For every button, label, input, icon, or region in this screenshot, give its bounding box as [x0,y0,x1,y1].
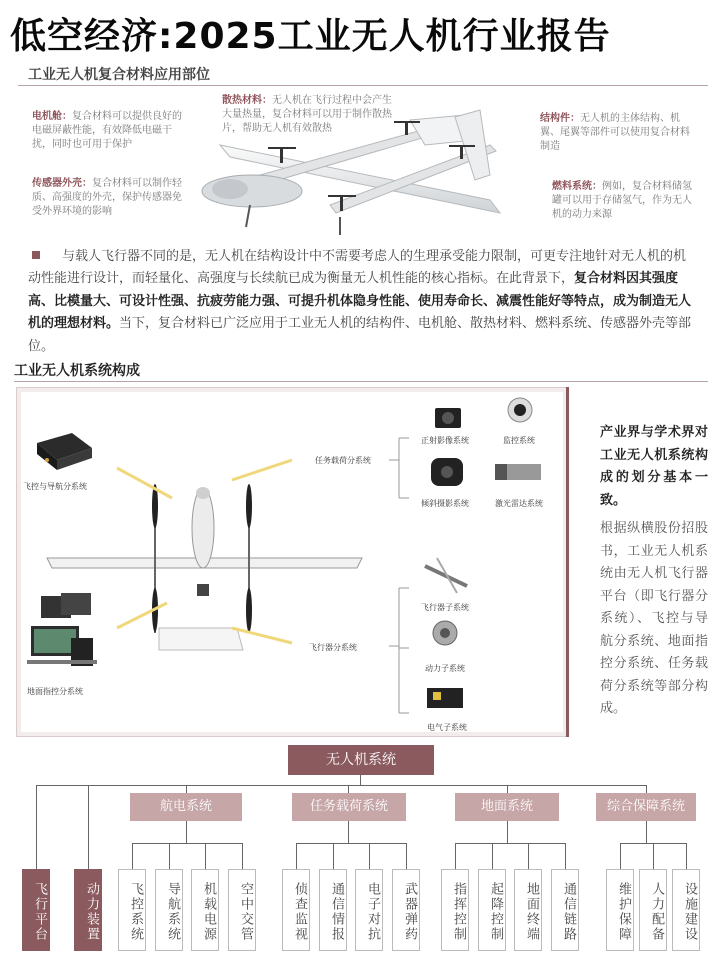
side-body: 根据纵横股份招股书，工业无人机系统由无人机飞行器平台（即飞行器分系统）、飞控与导航分系统、地面指控分系统、任务载荷分系统等部分构成。 [600,521,708,716]
annotation-key: 燃料系统： [552,181,602,192]
label-aircraft: 飞行器分系统 [309,643,357,652]
tree-line [507,821,508,843]
monitor-camera-icon [508,398,532,422]
diagram-artwork [17,388,569,738]
tree-line [348,821,349,843]
title-bar [0,0,720,56]
page-title: 低空经济:2025工业无人机行业报告 [10,16,611,57]
tree-line [132,843,242,844]
leaf: 武器弹药 [392,869,420,951]
annotation-key: 电机舱： [32,111,72,122]
leaf: 机载电源 [191,869,219,951]
tree-root: 无人机系统 [288,745,434,775]
central-drone-icon [47,484,362,650]
intro-paragraph [28,246,698,358]
section1-divider [18,85,708,86]
label-electric: 电气子系统 [427,723,467,732]
tree-line [36,785,37,869]
tree-line [88,785,89,869]
section2-divider [14,381,708,382]
annotation-text: 无人机在飞行过程中会产生大量热量，复合材料可以用于制作散热片，帮助无人机有效散热 [222,95,392,134]
label-ground: 地面指控分系统 [27,687,83,696]
annotation-text: 复合材料可以提供良好的电磁屏蔽性能，有效降低电磁干扰，同时也可用于保护 [32,111,182,150]
label-payload: 任务载荷分系统 [315,456,371,465]
airframe-icon [425,558,467,593]
label-power: 动力子系统 [425,664,465,673]
system-composition-diagram [16,387,568,737]
system-tree [0,745,720,960]
annotation-sensor [32,177,182,219]
tree-line [186,821,187,843]
side-commentary [600,422,708,721]
annotation-key: 传感器外壳： [32,178,92,189]
leaf: 空中交管 [228,869,256,951]
label-airframe: 飞行器子系统 [421,603,469,612]
annotation-structure [540,112,690,154]
annotation-key: 散热材料： [222,95,272,106]
label-monitor: 监控系统 [503,436,535,445]
paragraph-text: 当下，复合材料已广泛应用于工业无人机的结构件、电机舱、散热材料、燃料系统、传感器外壳等部位。 [28,316,692,354]
annotation-text: 复合材料可以制作轻质、高强度的外壳，保护传感器免受外界环境的影响 [32,178,182,217]
leaf: 飞控系统 [118,869,146,951]
ortho-camera-icon [435,408,461,428]
leaf-power-unit: 动力装置 [74,869,102,951]
annotation-fuel [552,180,692,222]
side-lead: 产业界与学术界对工业无人机系统构成的划分基本一致。 [600,425,708,508]
leaf: 起降控制 [478,869,506,951]
tree-line [186,785,187,793]
electrical-icon [427,688,463,708]
drone-illustration [190,105,510,240]
leaf: 地面终端 [514,869,542,951]
leaf: 导航系统 [155,869,183,951]
section2-heading: 工业无人机系统构成 [14,363,140,379]
tree-line [348,785,349,793]
motor-icon [433,621,457,645]
tree-line [36,785,646,786]
label-ortho: 正射影像系统 [421,436,469,445]
tree-line [646,821,647,843]
paragraph-bold: 复合材料因其强度高、比模量大、可设计性强、抗疲劳能力强、可提升机体隐身性能、使用寿命长、减震性能好等特点，成为制造无人机的理想材料。 [28,271,692,332]
leaf: 侦查监视 [282,869,310,951]
leaf: 人力配备 [639,869,667,951]
leaf: 通信链路 [551,869,579,951]
group-avionics: 航电系统 [130,793,242,821]
oblique-camera-icon [431,458,463,486]
lidar-icon [495,464,541,480]
flight-controller-icon [37,433,92,470]
section1-heading: 工业无人机复合材料应用部位 [28,67,210,83]
leaf: 电子对抗 [355,869,383,951]
ground-station-icon [27,593,97,666]
paragraph-text: 与载人飞行器不同的是，无人机在结构设计中不需要考虑人的生理承受能力限制，可更专注地针对无人机的机动性能进行设计，而轻量化、高强度与长续航已成为衡量无人机性能的核心指标。在此背景下， [28,249,687,287]
tree-line [646,785,647,793]
diagram-accent-line [566,387,569,737]
tree-line [507,785,508,793]
annotation-text: 例如，复合材料储氢罐可以用于存储氢气，作为无人机的动力来源 [552,181,692,220]
tree-line [360,775,361,785]
group-ground: 地面系统 [455,793,559,821]
group-support: 综合保障系统 [596,793,696,821]
leaf: 维护保障 [606,869,634,951]
annotation-motor [32,110,182,152]
leaf: 通信情报 [319,869,347,951]
leaf-flight-platform: 飞行平台 [22,869,50,951]
leaf: 指挥控制 [441,869,469,951]
label-lidar: 激光雷达系统 [495,499,543,508]
label-flight-control: 飞控与导航分系统 [23,482,87,491]
annotation-key: 结构件： [540,113,580,124]
tree-line [455,843,565,844]
tree-line [296,843,406,844]
label-oblique: 倾斜摄影系统 [421,499,469,508]
annotation-text: 无人机的主体结构、机翼、尾翼等部件可以使用复合材料制造 [540,113,690,152]
leaf: 设施建设 [672,869,700,951]
group-payload: 任务载荷系统 [292,793,406,821]
